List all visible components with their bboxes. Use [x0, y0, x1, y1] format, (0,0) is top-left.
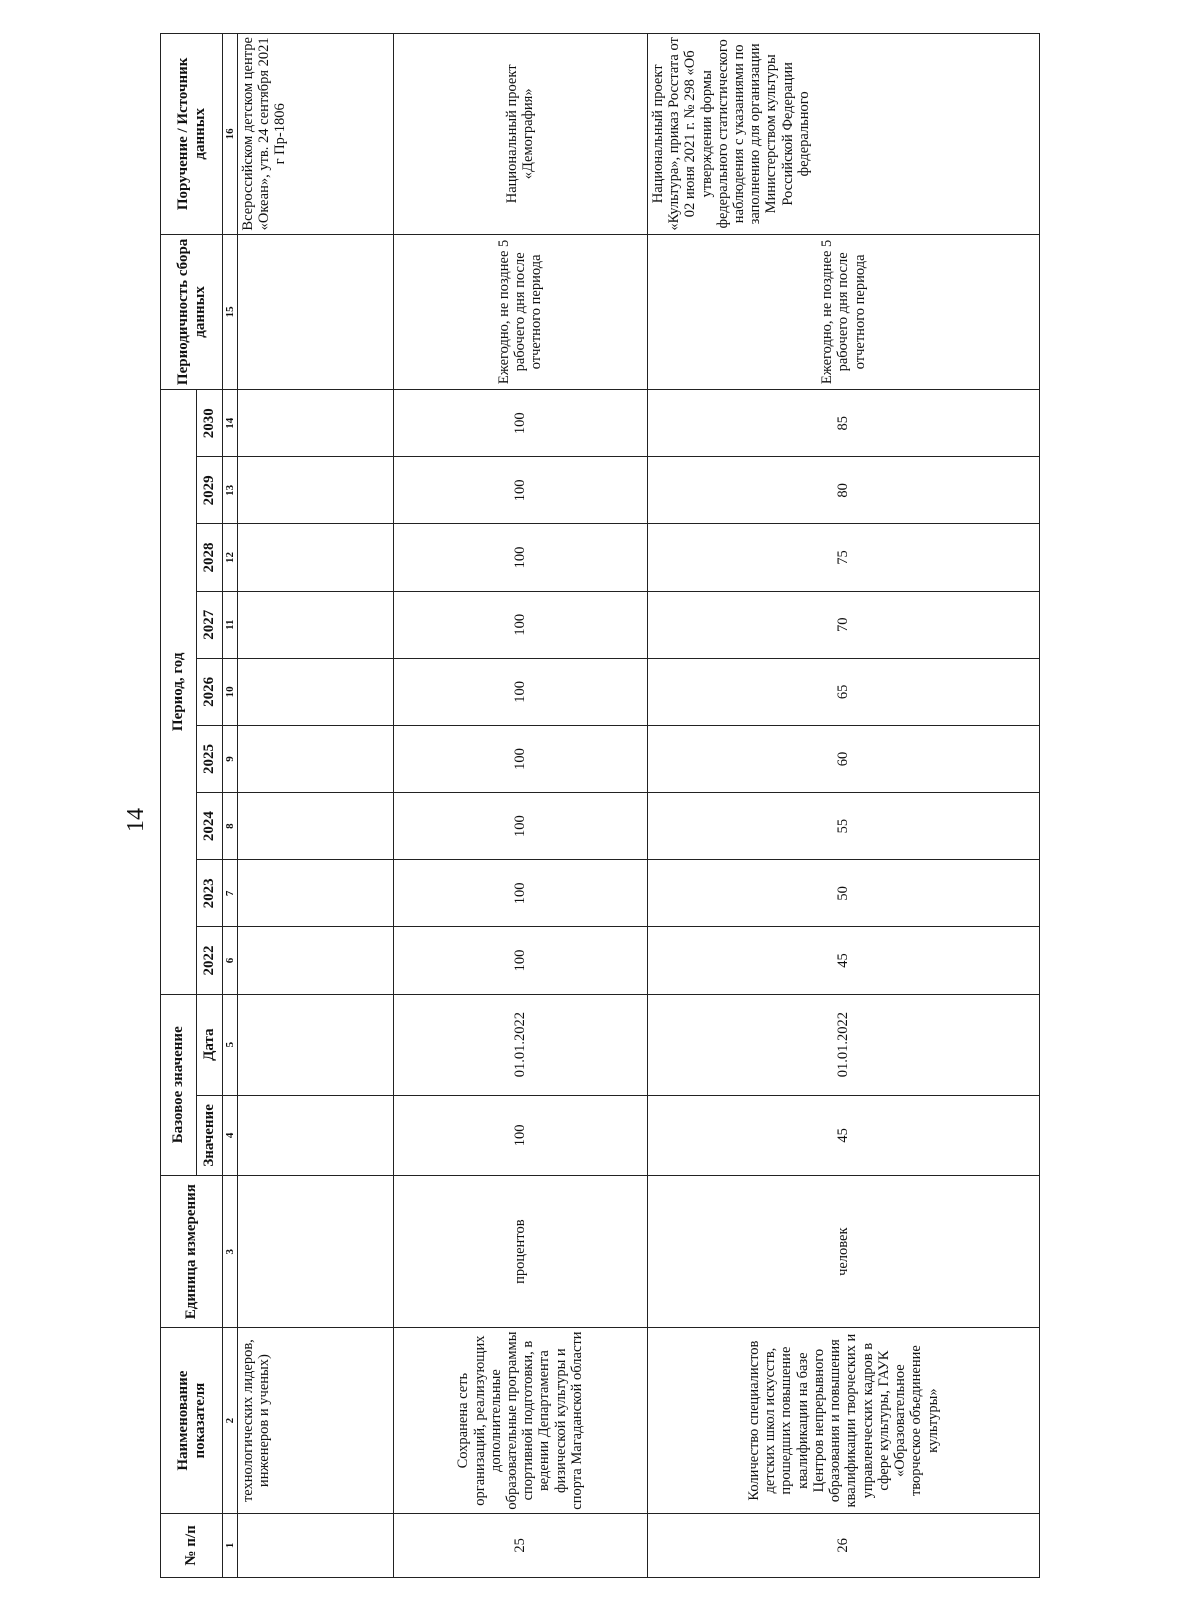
row-base-date: 01.01.2022 — [647, 994, 1039, 1095]
column-number: 2 — [223, 1328, 238, 1513]
row-year-value — [238, 390, 394, 457]
header-base: Базовое значение — [161, 994, 197, 1175]
row-base-value — [238, 1095, 394, 1175]
row-base-value: 45 — [647, 1095, 1039, 1175]
row-year-value — [238, 793, 394, 860]
row-year-value — [238, 457, 394, 524]
row-source: Национальный проект «Культура», приказ Росстата от 02 июня 2021 г. № 298 «Об утверждении формы федерального статистического наблюдения с указаниями по заполнению для организации Министерством культуры Российской Федерации федерального — [647, 34, 1039, 235]
row-base-value: 100 — [393, 1095, 647, 1175]
row-year-value: 60 — [647, 725, 1039, 792]
row-source: Национальный проект «Демография» — [393, 34, 647, 235]
column-number: 6 — [223, 927, 238, 994]
header-year: 2029 — [197, 457, 223, 524]
header-name: Наименование показателя — [161, 1328, 223, 1513]
header-year: 2024 — [197, 793, 223, 860]
row-year-value: 100 — [393, 457, 647, 524]
row-periodicity — [238, 234, 394, 389]
row-year-value: 100 — [393, 658, 647, 725]
row-year-value — [238, 658, 394, 725]
row-year-value: 80 — [647, 457, 1039, 524]
row-num: 26 — [647, 1513, 1039, 1577]
column-number: 1 — [223, 1513, 238, 1577]
row-year-value: 100 — [393, 390, 647, 457]
column-number: 15 — [223, 234, 238, 389]
row-year-value: 100 — [393, 524, 647, 591]
column-number: 7 — [223, 860, 238, 927]
header-period: Период, год — [161, 390, 197, 994]
table-row-continuation — [238, 34, 394, 1578]
column-number: 10 — [223, 658, 238, 725]
column-number: 12 — [223, 524, 238, 591]
row-num: 25 — [393, 1513, 647, 1577]
row-periodicity: Ежегодно, не позднее 5 рабочего дня после отчетного периода — [647, 234, 1039, 389]
header-num: № п/п — [161, 1513, 223, 1577]
column-number: 13 — [223, 457, 238, 524]
column-number: 5 — [223, 994, 238, 1095]
row-year-value: 75 — [647, 524, 1039, 591]
row-year-value: 45 — [647, 927, 1039, 994]
indicator-table-rotated — [160, 33, 1040, 1578]
header-year: 2023 — [197, 860, 223, 927]
header-year: 2022 — [197, 927, 223, 994]
header-year: 2026 — [197, 658, 223, 725]
header-unit: Единица измерения — [161, 1176, 223, 1328]
row-year-value — [238, 860, 394, 927]
indicator-table — [160, 33, 1040, 1578]
row-name: Количество специалистов детских школ искусств, прошедших повышение квалификации на базе Центров непрерывного образования и повышения квалификации творческих и управленческих кадров в сфере культуры, ГАУК «Образовательное творческое объединение культуры» — [647, 1328, 1039, 1513]
header-row-1 — [161, 34, 197, 1578]
row-unit: процентов — [393, 1176, 647, 1328]
row-year-value: 100 — [393, 591, 647, 658]
row-num — [238, 1513, 394, 1577]
header-year: 2030 — [197, 390, 223, 457]
row-year-value: 55 — [647, 793, 1039, 860]
column-number-row — [223, 34, 238, 1578]
column-number: 11 — [223, 591, 238, 658]
column-number: 3 — [223, 1176, 238, 1328]
row-name: технологических лидеров, инженеров и ученых) — [238, 1328, 394, 1513]
row-year-value: 65 — [647, 658, 1039, 725]
row-year-value — [238, 725, 394, 792]
header-periodicity: Периодичность сбора данных — [161, 234, 223, 389]
row-year-value: 100 — [393, 793, 647, 860]
column-number: 14 — [223, 390, 238, 457]
row-name: Сохранена сеть организаций, реализующих дополнительные образовательные программы спортивной подготовки, в ведении Департамента физической культуры и спорта Магаданской области — [393, 1328, 647, 1513]
row-year-value: 50 — [647, 860, 1039, 927]
row-year-value: 100 — [393, 927, 647, 994]
row-year-value: 70 — [647, 591, 1039, 658]
column-number: 4 — [223, 1095, 238, 1175]
header-source: Поручение / Источник данных — [161, 34, 223, 235]
row-unit — [238, 1176, 394, 1328]
table-row-26 — [647, 34, 1039, 1578]
header-base-date: Дата — [197, 994, 223, 1095]
row-periodicity: Ежегодно, не позднее 5 рабочего дня после отчетного периода — [393, 234, 647, 389]
row-year-value — [238, 591, 394, 658]
column-number: 16 — [223, 34, 238, 235]
header-year: 2028 — [197, 524, 223, 591]
table-row-25 — [393, 34, 647, 1578]
header-year: 2025 — [197, 725, 223, 792]
row-year-value: 100 — [393, 860, 647, 927]
page-number: 14 — [123, 808, 149, 832]
row-unit: человек — [647, 1176, 1039, 1328]
row-year-value — [238, 927, 394, 994]
row-year-value — [238, 524, 394, 591]
row-base-date — [238, 994, 394, 1095]
row-base-date: 01.01.2022 — [393, 994, 647, 1095]
header-year: 2027 — [197, 591, 223, 658]
header-base-value: Значение — [197, 1095, 223, 1175]
column-number: 8 — [223, 793, 238, 860]
row-source: Всероссийском детском центре «Океан», утв. 24 сентября 2021 г Пр-1806 — [238, 34, 394, 235]
column-number: 9 — [223, 725, 238, 792]
row-year-value: 85 — [647, 390, 1039, 457]
row-year-value: 100 — [393, 725, 647, 792]
